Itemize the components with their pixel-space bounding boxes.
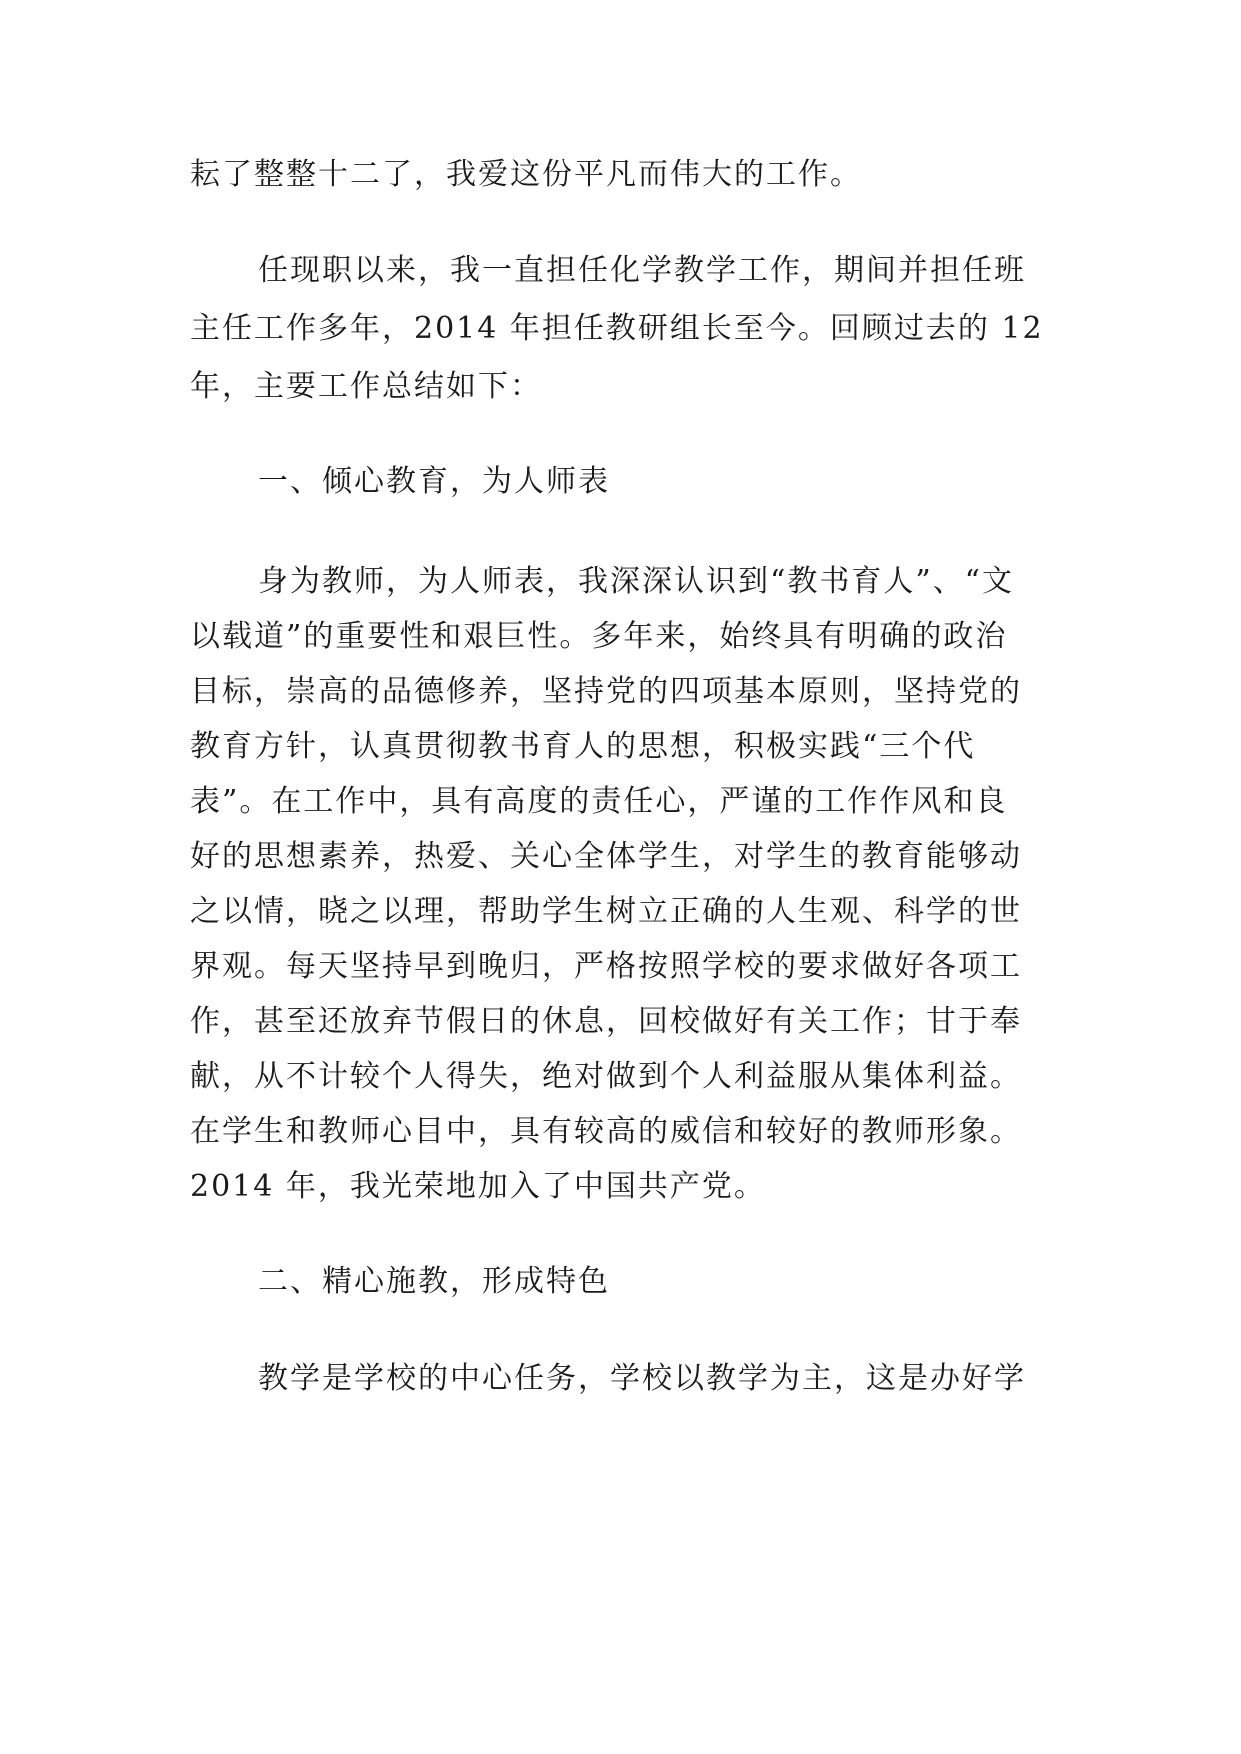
section-heading: 二、精心施教，形成特色 <box>258 1264 610 1299</box>
text-line: 献，从不计较个人得失，绝对做到个人利益服从集体利益。 <box>190 1059 1022 1094</box>
text-line: 主任工作多年，2014 年担任教研组长至今。回顾过去的 12 <box>190 311 1044 346</box>
text-line: 任现职以来，我一直担任化学教学工作，期间并担任班 <box>258 253 1026 288</box>
text-line: 教学是学校的中心任务，学校以教学为主，这是办好学 <box>258 1361 1026 1396</box>
text-line: 目标，崇高的品德修养，坚持党的四项基本原则，坚持党的 <box>190 674 1022 709</box>
text-line: 作，甚至还放弃节假日的休息，回校做好有关工作；甘于奉 <box>190 1004 1022 1039</box>
text-line: 之以情，晓之以理，帮助学生树立正确的人生观、科学的世 <box>190 894 1022 929</box>
section-heading: 一、倾心教育，为人师表 <box>258 464 610 499</box>
text-line: 以载道”的重要性和艰巨性。多年来，始终具有明确的政治 <box>190 619 1008 654</box>
text-line: 身为教师，为人师表，我深深认识到“教书育人”、“文 <box>258 564 1015 599</box>
text-line: 好的思想素养，热爱、关心全体学生，对学生的教育能够动 <box>190 839 1022 874</box>
text-line: 教育方针，认真贯彻教书育人的思想，积极实践“三个代 <box>190 729 976 764</box>
text-line: 年，主要工作总结如下： <box>190 369 542 404</box>
text-line: 在学生和教师心目中，具有较高的威信和较好的教师形象。 <box>190 1114 1022 1149</box>
text-line: 耘了整整十二了，我爱这份平凡而伟大的工作。 <box>190 157 862 192</box>
text-line: 表”。在工作中，具有高度的责任心，严谨的工作作风和良 <box>190 784 1008 819</box>
text-line: 界观。每天坚持早到晚归，严格按照学校的要求做好各项工 <box>190 949 1022 984</box>
text-line: 2014 年，我光荣地加入了中国共产党。 <box>190 1169 766 1204</box>
